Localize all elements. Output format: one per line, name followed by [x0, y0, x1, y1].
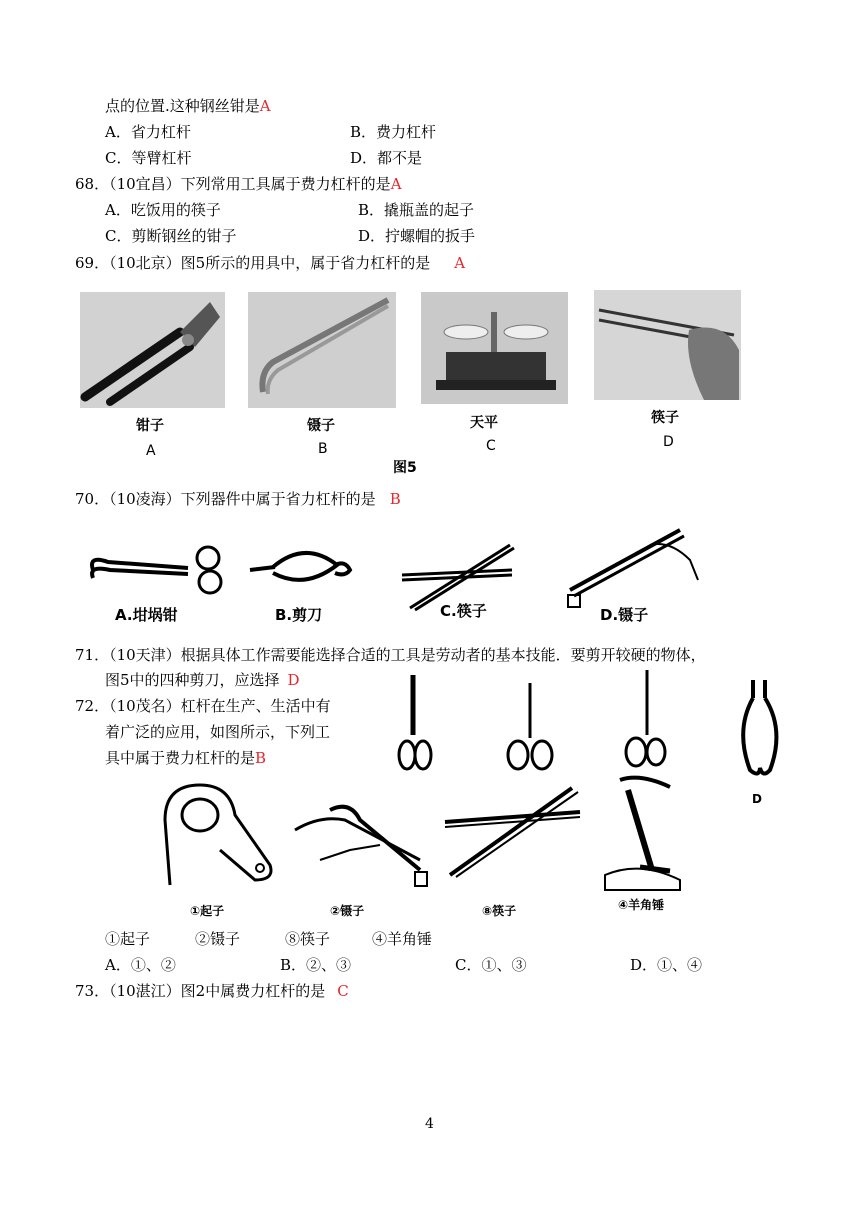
- tweezers-hand-icon: [290, 800, 435, 890]
- q70-label-b: B.剪刀: [275, 606, 323, 624]
- q72-item-1: ①起子: [105, 930, 151, 948]
- q72-line2: 着广泛的应用，如图所示，下列工: [105, 723, 331, 741]
- chopsticks-q72-icon: [440, 780, 585, 880]
- scissors-icon: [245, 545, 355, 595]
- q72-option-d: D．①、④: [630, 956, 703, 974]
- tweezers-drawing-icon: [560, 520, 700, 610]
- fig5-letter-b: B: [318, 441, 328, 457]
- q72-line3: 具中属于费力杠杆的是B: [105, 749, 267, 767]
- pliers-icon: [80, 292, 225, 408]
- q68-option-b: B．撬瓶盖的起子: [358, 201, 475, 219]
- fig5-name-d: 筷子: [651, 410, 679, 426]
- fig5-letter-c: C: [486, 438, 496, 454]
- fig5-name-c: 天平: [470, 415, 498, 431]
- q72-item-4: ④羊角锤: [372, 930, 433, 948]
- q69-answer: A: [454, 254, 466, 272]
- q71-line1: 71．（10天津）根据具体工作需要能选择合适的工具是劳动者的基本技能．要剪开较硬的物体，: [75, 646, 706, 664]
- scissors-b-icon: [505, 683, 555, 775]
- q73-stem: 73．（10湛江）图2中属费力杠杆的是 C: [75, 982, 349, 1000]
- q68-stem: 68．（10宜昌）下列常用工具属于费力杠杆的是A: [75, 175, 402, 193]
- q67-option-a: A．省力杠杆: [105, 123, 191, 141]
- pliers-photo: [80, 292, 225, 408]
- fig5-caption: 图5: [393, 460, 417, 476]
- q72-fig-label-2: ②镊子: [330, 904, 365, 918]
- scissors-a-icon: [395, 675, 435, 775]
- tweezers-icon: [248, 292, 396, 408]
- q67-answer: A: [259, 97, 271, 115]
- chopsticks-photo: [594, 290, 741, 400]
- q70-stem: 70．（10凌海）下列器件中属于省力杠杆的是 B: [75, 490, 401, 508]
- q72-option-c: C．①、③: [455, 956, 527, 974]
- q72-item-3: ⑧筷子: [285, 930, 331, 948]
- q72-answer: B: [255, 749, 267, 767]
- q72-option-b: B．②、③: [280, 956, 352, 974]
- bottle-opener-icon: [160, 780, 280, 890]
- q73-answer: C: [337, 982, 349, 1000]
- q67-option-c: C．等臂杠杆: [105, 149, 192, 167]
- q71-line2: 图5中的四种剪刀，应选择 D: [105, 671, 300, 689]
- fig5-letter-d: D: [663, 434, 674, 450]
- tweezers-photo: [248, 292, 396, 408]
- q70-answer: B: [389, 490, 401, 508]
- chopsticks-icon: [594, 290, 741, 400]
- fig5-letter-a: A: [146, 443, 156, 459]
- q72-fig-label-3: ⑧筷子: [482, 904, 517, 918]
- q72-fig-label-1: ①起子: [190, 904, 225, 918]
- q68-option-d: D．拧螺帽的扳手: [358, 227, 476, 245]
- q72-item-2: ②镊子: [195, 930, 241, 948]
- crucible-tongs-icon: [88, 540, 238, 595]
- q67-option-b: B．费力杠杆: [350, 123, 437, 141]
- q68-answer: A: [390, 175, 402, 193]
- balance-icon: [421, 292, 568, 404]
- q68-option-c: C．剪断钢丝的钳子: [105, 227, 237, 245]
- fig5-name-a: 钳子: [136, 418, 164, 434]
- claw-hammer-icon: [600, 775, 685, 890]
- q72-option-a: A．①、②: [105, 956, 176, 974]
- q69-stem: 69．（10北京）图5所示的用具中，属于省力杠杆的是 A: [75, 254, 466, 272]
- fig5-name-b: 镊子: [307, 418, 335, 434]
- scissors-c-icon: [622, 670, 667, 775]
- q70-label-d: D.镊子: [600, 606, 649, 624]
- q67-line: 点的位置.这种钢丝钳是A: [105, 97, 271, 115]
- q67-option-d: D．都不是: [350, 149, 423, 167]
- q70-label-a: A.坩埚钳: [115, 606, 178, 624]
- scissors-d-icon: [735, 680, 785, 780]
- q70-label-c: C.筷子: [440, 602, 487, 620]
- page-number: 4: [425, 1116, 434, 1132]
- q72-line1: 72．（10茂名）杠杆在生产、生活中有: [75, 697, 331, 715]
- q71-letter-d: D: [752, 792, 762, 806]
- q72-fig-label-4: ④羊角锤: [618, 898, 665, 912]
- q68-option-a: A．吃饭用的筷子: [105, 201, 221, 219]
- balance-photo: [421, 292, 568, 404]
- q71-answer: D: [287, 671, 300, 689]
